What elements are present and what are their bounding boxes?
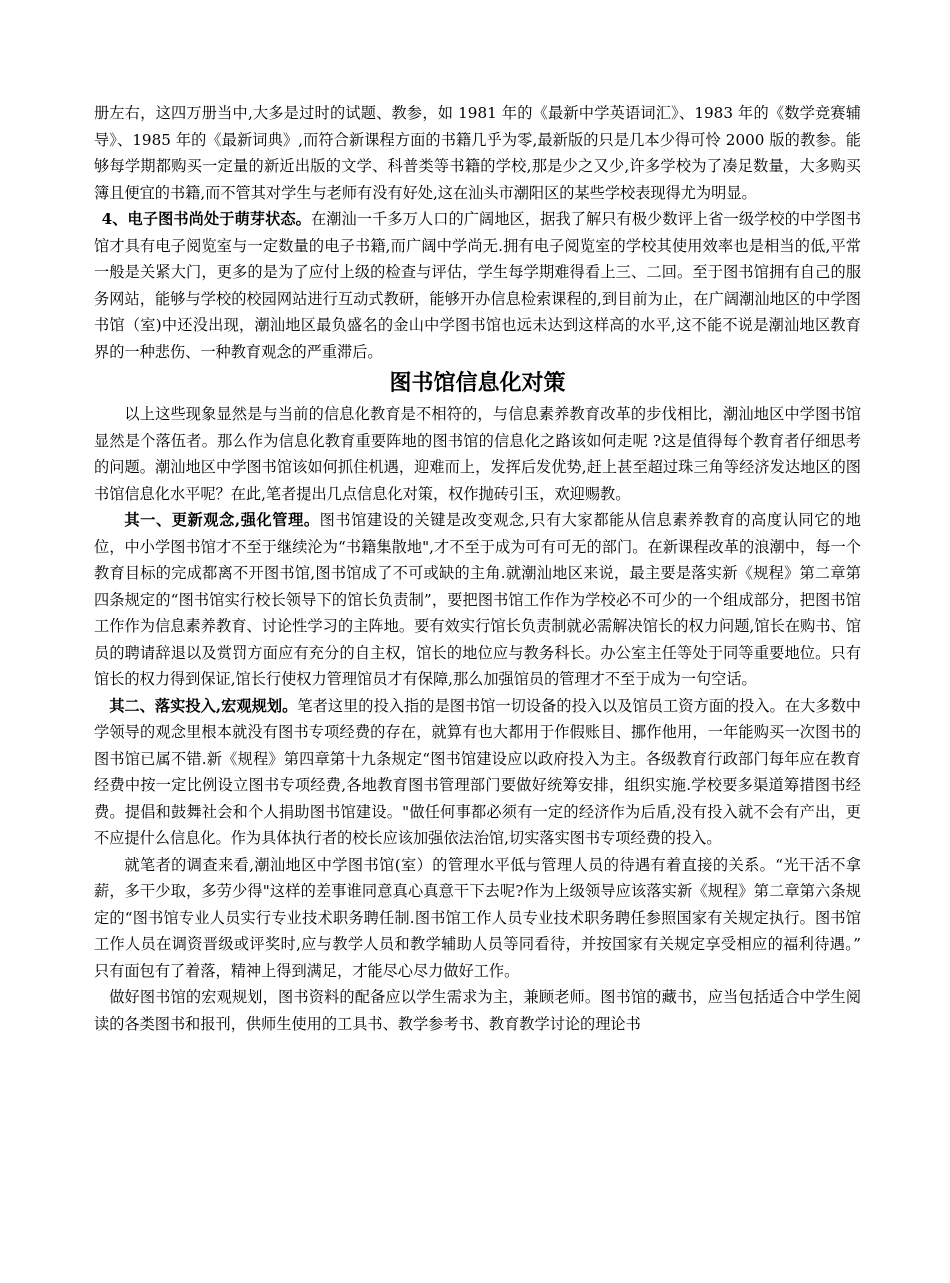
paragraph-text: 笔者这里的投入指的是图书馆一切设备的投入以及馆员工资方面的投入。在大多数中学领导的观念里根本就没有图书专项经费的存在，就算有也大都用于作假账目、挪作他用，一年能购买一次图书的图书馆已属不错.新《规程》第四章第十九条规定“图书馆建设应以政府投入为主。各级教育行政部门每年应在教育经费中按一定比例设立图书专项经费,各地教育图书管理部门要做好统筹安排，组织实施.学校要多渠道筹措图书经费。提倡和鼓舞社会和个人捐助图书馆建设。"做任何事都必须有一定的经济作为后盾,没有投入就不会有产出，更不应提什么信息化。作为具体执行者的校长应该加强依法治馆,切实落实图书专项经费的投入。 (94, 696, 861, 847)
document-page (94, 100, 861, 1037)
paragraph-macro-planning (94, 984, 861, 1037)
section-heading: 图书馆信息化对策 (389, 371, 566, 396)
paragraph-text: 以上这些现象显然是与当前的信息化教育是不相符的，与信息素养教育改革的步伐相比，潮汕地区中学图书馆显然是个落伍者。那么作为信息化教育重要阵地的图书馆的信息化之路该如何走呢 ?这是值得每个教育者仔细思考的问题。潮汕地区中学图书馆该如何抓住机遇，迎难而上，发挥后发优势,赶上甚至超过珠三角等经济发达地区的图书馆信息化水平呢？在此,笔者提出几点信息化对策，权作抛砖引玉，欢迎赐教。 (94, 405, 861, 503)
paragraph-text: 就笔者的调查来看,潮汕地区中学图书馆(室）的管理水平低与管理人员的待遇有着直接的关系。“光干活不拿薪，多干少取，多劳少得"这样的差事谁同意真心真意干下去呢?作为上级领导应该落实新《规程》第二章第六条规定的“图书馆专业人员实行专业技术职务聘任制.图书馆工作人员专业技术职务聘任参照国家有关规定执行。图书馆工作人员在调资晋级或评奖时,应与教学人员和教学辅助人员等同看待，并按国家有关规定享受相应的福利待遇。” 只有面包有了着落，精神上得到满足，才能尽心尽力做好工作。 (94, 855, 861, 980)
paragraph-text: 做好图书馆的宏观规划，图书资料的配备应以学生需求为主，兼顾老师。图书馆的藏书，应当包括适合中学生阅读的各类图书和报刊，供师生使用的工具书、教学参考书、教育教学讨论的理论书 (94, 988, 861, 1033)
paragraph-text: 图书馆建设的关键是改变观念,只有大家都能从信息素养教育的高度认同它的地位，中小学图书馆才不至于继续沦为“书籍集散地",才不至于成为可有可无的部门。在新课程改革的浪潮中，每一个教育目标的完成都离不开图书馆,图书馆成了不可或缺的主角.就潮汕地区来说，最主要是落实新《规程》第二章第四条规定的“图书馆实行校长领导下的馆长负责制”，要把图书馆工作作为学校必不可少的一个组成部分，把图书馆工作作为信息素养教育、讨论性学习的主阵地。要有效实行馆长负责制就必需解决馆长的权力问题,馆长在购书、馆员的聘请辞退以及赏罚方面应有充分的自主权，馆长的地位应与教务科长。办公室主任等处于同等重要地位。只有馆长的权力得到保证,馆长行使权力管理馆员才有保障,那么加强馆员的管理才不至于成为一句空话。 (94, 511, 861, 688)
paragraph-book-stock (94, 100, 861, 206)
paragraph-text: 在潮汕一千多万人口的广阔地区，据我了解只有极少数评上省一级学校的中学图书馆才具有电子阅览室与一定数量的电子书籍,而广阔中学尚无.拥有电子阅览室的学校其使用效率也是相当的低,平常一般是关紧大门，更多的是为了应付上级的检查与评估，学生每学期难得看上三、二回。至于图书馆拥有自己的服务网站，能够与学校的校园网站进行互动式教研，能够开办信息检索课程的,到目前为止，在广阔潮汕地区的中学图书馆（室)中还没出现，潮汕地区最负盛名的金山中学图书馆也远未达到这样高的水平,这不能不说是潮汕地区教育界的一种悲伤、一种教育观念的严重滞后。 (94, 210, 862, 361)
paragraph-text: 册左右，这四万册当中,大多是过时的试题、教参，如 1981 年的《最新中学英语词汇》、1983 年的《数学竞赛辅导》、1985 年的《最新词典》,而符合新课程方面的书籍几乎为零,最新版的只是几本少得可怜 2000 版的教参。能够每学期都购买一定量的新近出版的文学、科普类等书籍的学校,那是少之又少,许多学校为了凑足数量，大多购买簿且便宜的书籍,而不管其对学生与老师有没有好处,这在汕头市潮阳区的某些学校表现得尤为明显。 (94, 104, 861, 202)
paragraph-intro (94, 401, 861, 507)
paragraph-lead: 4、电子图书尚处于萌芽状态。 (101, 210, 311, 228)
paragraph-lead: 其一、更新观念,强化管理。 (124, 511, 320, 529)
paragraph-ebooks (94, 206, 861, 365)
paragraph-lead: 其二、落实投入,宏观规划。 (109, 696, 298, 715)
paragraph-strategy-one (94, 507, 861, 693)
paragraph-staff-treatment (94, 852, 861, 985)
paragraph-strategy-two (94, 693, 861, 852)
